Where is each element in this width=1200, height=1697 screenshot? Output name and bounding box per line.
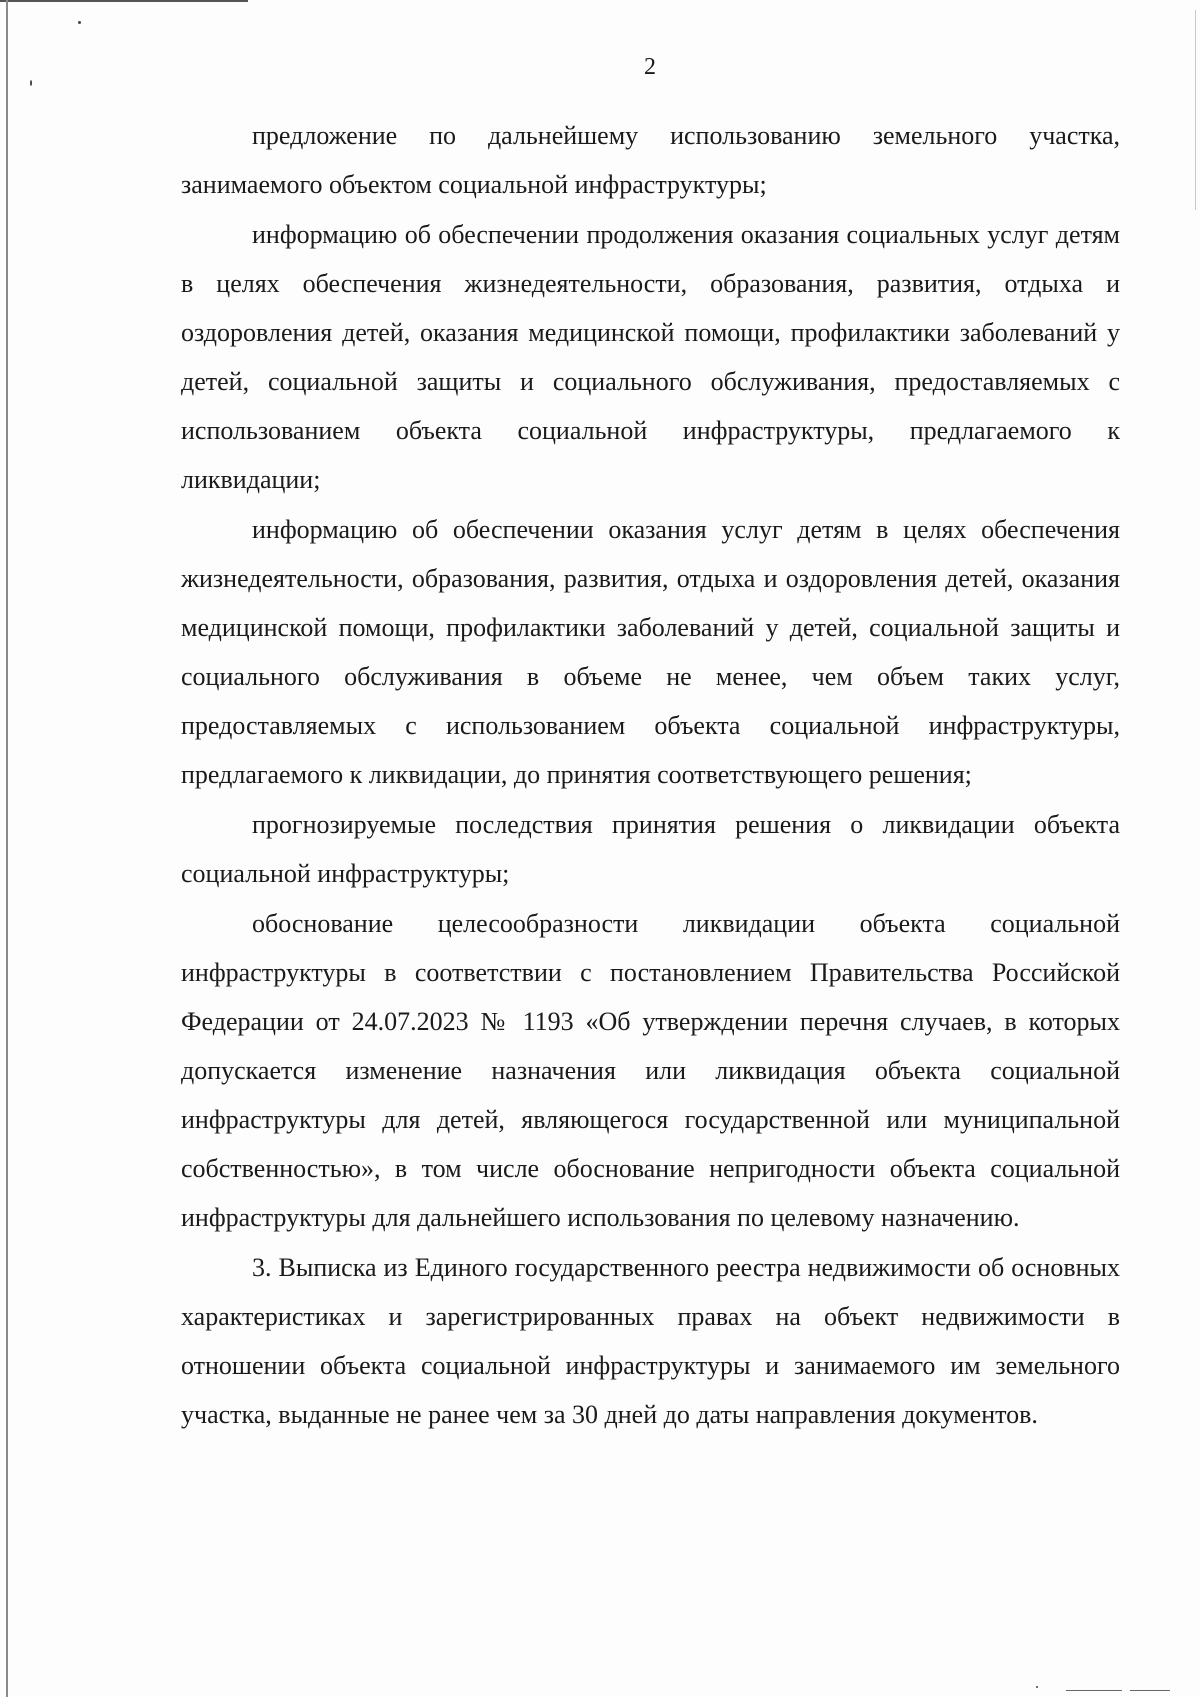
paragraph-justification: обоснование целесообразности ликвидации объекта социальной инфраструктуры в соответствии с постановлением Правительства Российской Федерации от 24.07.2023 № 1193 «Об утверждении перечня случаев, в которых допускается изменение назначения или ликвидация объекта социальной инфраструктуры для детей, являющегося государственной или муниципальной собственностью», в том числе обоснование непригодности объекта социальной инфраструктуры для дальнейшего использования по целевому назначению.	[181, 909, 1120, 1232]
paragraph-provision-of-services: информацию об обеспечении оказания услуг детям в целях обеспечения жизнедеятельности, образования, развития, отдыха и оздоровления детей, оказания медицинской помощи, профилактики заболеваний у детей, социальной защиты и социального обслуживания в объеме не менее, чем объем таких услуг, предоставляемых с использованием объекта социальной инфраструктуры, предлагаемого к ликвидации, до принятия соответствующего решения;	[181, 515, 1120, 789]
scan-artifact-bottom-dash	[1130, 1690, 1170, 1691]
paragraph-forecast-consequences: прогнозируемые последствия принятия решения о ликвидации объекта социальной инфраструктуры;	[181, 810, 1120, 888]
scan-artifact-left-edge	[6, 0, 8, 1697]
page-number: 2	[644, 54, 656, 80]
scan-artifact-bottom-dash	[1066, 1690, 1122, 1691]
scan-artifact-dot	[1036, 1686, 1038, 1688]
scan-artifact-dot	[78, 21, 81, 24]
paragraph-registry-extract: 3. Выписка из Единого государственного реестра недвижимости об основных характеристиках и зарегистрированных правах на объект недвижимости в отношении объекта социальной инфраструктуры и занимаемого им земельного участка, выданные не ранее чем за 30 дней до даты направления документов.	[181, 1253, 1120, 1429]
paragraph-continuation-of-services: информацию об обеспечении продолжения оказания социальных услуг детям в целях обеспечения жизнедеятельности, образования, развития, отдыха и оздоровления детей, оказания медицинской помощи, профилактики заболеваний у детей, социальной защиты и социального обслуживания, предоставляемых с использованием объекта социальной инфраструктуры, предлагаемого к ликвидации;	[181, 220, 1120, 494]
document-body	[181, 111, 1120, 1439]
scan-artifact-top-line	[0, 0, 248, 2]
scan-artifact-right-edge	[1195, 10, 1196, 210]
paragraph-land-plot-proposal: предложение по дальнейшему использованию земельного участка, занимаемого объектом социальной инфраструктуры;	[181, 121, 1120, 199]
